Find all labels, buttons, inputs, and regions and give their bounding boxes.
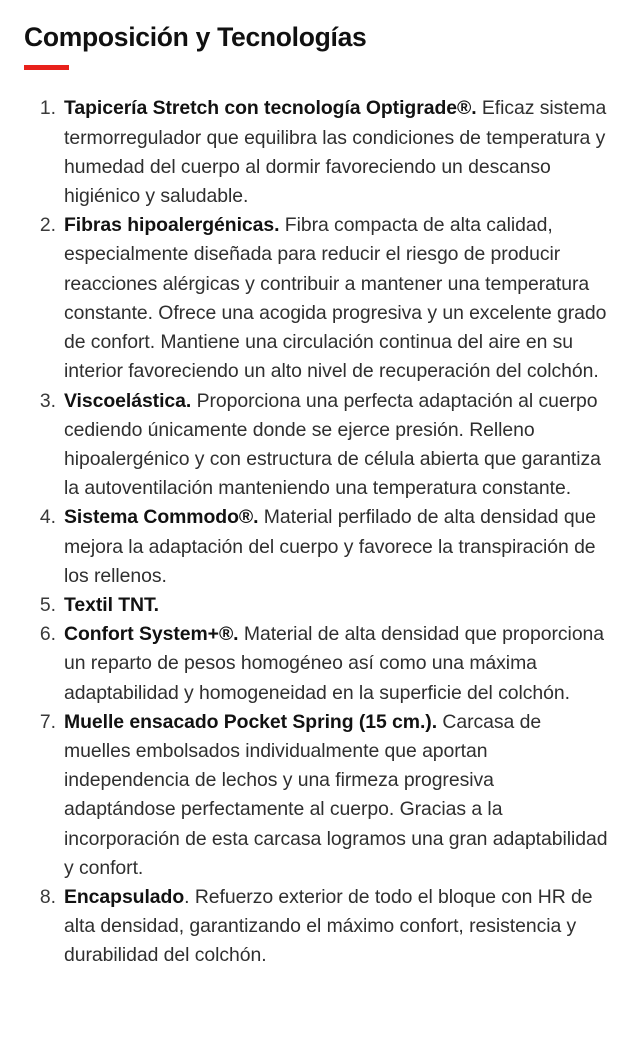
list-item xyxy=(24,708,610,883)
list-item-lead: Sistema Commodo®. xyxy=(64,506,259,529)
list-item-body: Material perfilado de alta densidad que mejora la adaptación del cuerpo y favorece la transpiración de los rellenos. xyxy=(64,506,597,587)
list-item-marker: 6. xyxy=(39,623,56,646)
list-item xyxy=(24,94,610,211)
list-item-lead: Tapicería Stretch con tecnología Optigrade®. xyxy=(64,97,477,120)
list-item-marker: 7. xyxy=(39,710,56,733)
list-item-marker: 3. xyxy=(39,389,56,412)
list-item-body: Material de alta densidad que proporciona un reparto de pesos homogéneo así como una máxima adaptabilidad y homogeneidad en la superficie del colchón. xyxy=(64,623,605,704)
list-item xyxy=(24,387,610,504)
list-item-lead: Viscoelástica. xyxy=(64,389,192,412)
list-item-lead: Muelle ensacado Pocket Spring (15 cm.). xyxy=(64,710,438,733)
list-item-marker: 5. xyxy=(39,593,56,616)
list-item xyxy=(24,620,610,708)
composition-list xyxy=(24,94,610,970)
list-item-body: . Refuerzo exterior de todo el bloque con HR de alta densidad, garantizando el máximo confort, resistencia y durabilidad del colchón. xyxy=(64,885,593,967)
list-item xyxy=(24,211,610,386)
list-item-body: Proporciona una perfecta adaptación al cuerpo cediendo únicamente donde se ejerce presión. Relleno hipoalergénico y con estructura de célula abierta que garantiza la autoventilación manteniendo una temperatura constante. xyxy=(64,389,601,500)
list-item-marker: 4. xyxy=(39,506,56,529)
list-item-body: Carcasa de muelles embolsados individualmente que aportan independencia de lechos y una firmeza progresiva adaptándose perfectamente al cuerpo. Gracias a la incorporación de esta carcasa logramos una gran adaptabilidad y confort. xyxy=(64,710,608,879)
list-item-marker: 1. xyxy=(39,97,56,120)
list-item-marker: 2. xyxy=(39,214,56,237)
list-item-body: Fibra compacta de alta calidad, especialmente diseñada para reducir el riesgo de producir reacciones alérgicas y contribuir a mantener una temperatura constante. Ofrece una acogida progresiva y un excelente grado de confort. Mantiene una circulación continua del aire en su interior favoreciendo un alto nivel de recuperación del colchón. xyxy=(64,214,607,383)
list-item xyxy=(24,503,610,591)
list-item xyxy=(24,883,610,971)
list-item-lead: Encapsulado xyxy=(64,885,185,908)
list-item xyxy=(24,591,610,620)
page-title: Composición y Tecnologías xyxy=(24,22,367,52)
list-item-lead: Confort System+®. xyxy=(64,623,239,646)
list-item-lead: Fibras hipoalergénicas. xyxy=(64,214,280,237)
list-item-marker: 8. xyxy=(39,885,56,908)
list-item-body: Eficaz sistema termorregulador que equilibra las condiciones de temperatura y humedad del cuerpo al dormir favoreciendo un descanso higiénico y saludable. xyxy=(64,97,607,208)
list-item-lead: Textil TNT. xyxy=(64,593,159,616)
title-accent-rule xyxy=(24,65,69,70)
